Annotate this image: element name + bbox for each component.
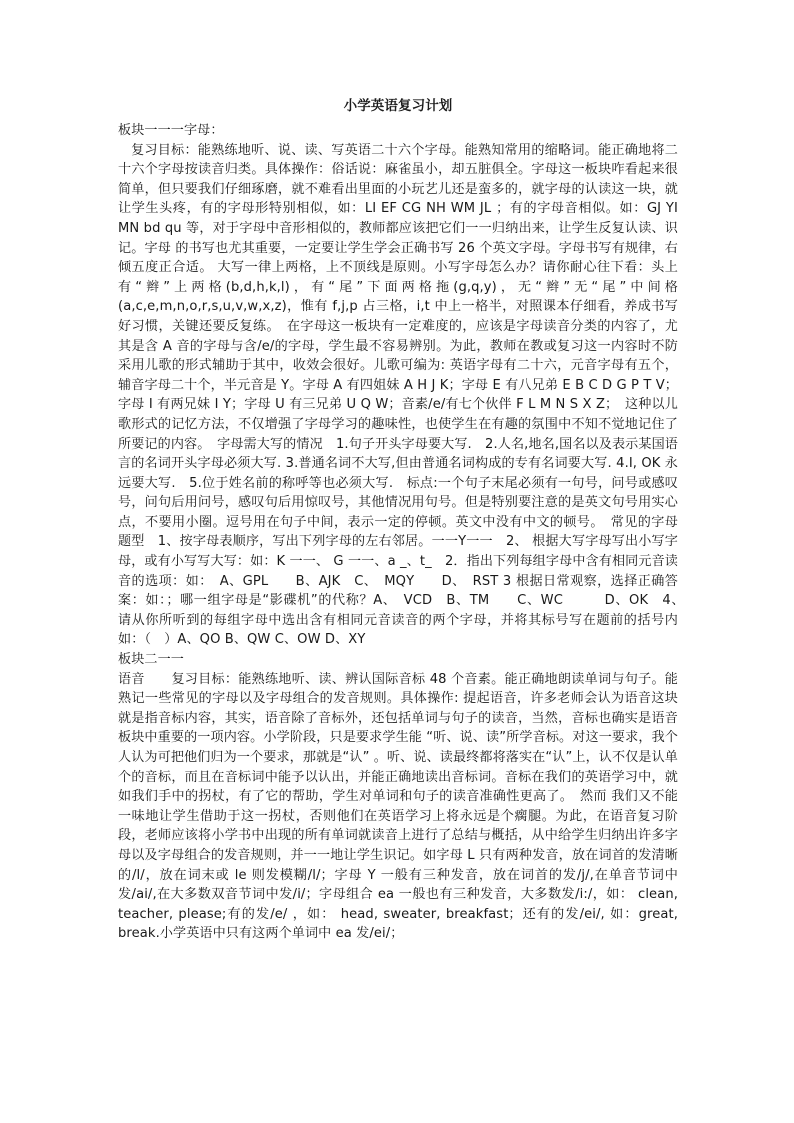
section-body-letters: 复习目标：能熟练地听、说、读、写英语二十六个字母。能熟知常用的缩略词。能正确地将二十六个字母按读音归类。具体操作：俗话说：麻雀虽小，却五脏俱全。字母这一板块咋看起来很简单，但只要我们仔细琢磨，就不难看出里面的小玩艺儿还是蛮多的，就字母的认读这一块，就让学生头疼，有的字母形特别相似，如：LI EF CG NH WM JL ；有的字母音相似。如：GJ YI MN bd qu 等，对于字母中音形相似的，教师都应该把它们一一归纳出来，让学生反复认读、识记。字母 的书写也尤其重要，一定要让学生学会正确书写 26 个英文字母。字母书写有规律，右倾五度正合适。 大写一律上两格，上不顶线是原则。小写字母怎么办？请你耐心往下看：头上有“辫”上两格(b,d,h,k,l)，有“尾”下面两格拖(g,q,y)，无“辫”无“尾”中间格(a,c,e,m,n,o,r,s,u,v,w,x,z)，惟有 f,j,p 占三格，i,t 中上一格半，对照课本仔细看，养成书写好习惯，关键还要反复练。 在字母这一板块有一定难度的，应该是字母读音分类的内容了，尤其是含 A 音的字母与含/e/的字母，学生最不容易辨别。为此，教师在教或复习这一内容时不防采用儿歌的形式辅助于其中，收效会很好。儿歌可编为: 英语字母有二十六，元音字母有五个，辅音字母二十个，半元音是 Y。字母 A 有四姐妹 A H J K；字母 E 有八兄弟 E B C D G P T V；字母 I 有两兄妹 I Y；字母 U 有三兄弟 U Q W；音素/e/有七个伙伴 F L M N S X Z； 这种以儿歌形式的记忆方法，不仅增强了字母学习的趣味性，也使学生在有趣的氛围中不知不觉地记住了所要记的内容。 字母需大写的情况 1.句子开头字母要大写. 2.人名,地名,国名以及表示某国语言的名词开头字母必须大写. 3.普通名词不大写,但由普通名词构成的专有名词要大写. 4.I, OK 永远要大写. 5.位于姓名前的称呼等也必须大写. 标点:一个句子末尾必须有一句号，问号或感叹号，问句后用问号，感叹句后用惊叹号，其他情况用句号。但是特别要注意的是英文句号用实心点，不要用小圈。逗号用在句子中间，表示一定的停顿。英文中没有中文的顿号。 常见的字母题型 1、按字母表顺序，写出下列字母的左右邻居。一一Y一一 2、 根据大写字母写出小写字母，或有小写写大写：如：K 一一、 G 一一、a _、t_ 2．指出下列每组字母中含有相同元音读音的选项：如： A、GPL B、AJK C、 MQY D、 RST 3 根据日常观察，选择正确答案：如：；哪一组字母是“影碟机”的代称？A、 VCD B、TM C、WC D、OK 4、 请从你所听到的每组字母中选出含有相同元音读音的两个字母，并将其标号写在题前的括号内如：（ ）A、QO B、QW C、OW D、XY — [118, 142, 692, 648]
section-heading-letters: 板块一一一字母： — [118, 123, 224, 138]
section-heading-phonetics: 板块二一一 — [118, 652, 184, 668]
page-title: 小学英语复习计划 — [343, 98, 453, 114]
document-page — [118, 96, 692, 944]
section-body-phonetics: 语音 复习目标：能熟练地听、读、辨认国际音标 48 个音素。能正确地朗读单词与句子。能熟记一些常见的字母以及字母组合的发音规则。具体操作: 提起语音，许多老师会认为语音这块就是指音标内容，其实，语音除了音标外，还包括单词与句子的读音，当然，音标也确实是语音板块中重要的一项内容。小学阶段，只是要求学生能 “听、说、读”所学音标。对这一要求，我个人认为可把他们归为一个要求，那就是“认” 。听、说、读最终都将落实在“认”上，认不仅是认单个的音标，而且在音标词中能予以认出，并能正确地读出音标词。音标在我们的英语学习中，就如我们手中的拐杖，有了它的帮助，学生对单词和句子的读音准确性更高了。 然而 我们又不能一味地让学生借助于这一拐杖，否则他们在英语学习上将永远是个瘸腿。为此，在语音复习阶段，老师应该将小学书中出现的所有单词就读音上进行了总结与概括，从中给学生归纳出许多字母以及字母组合的发音规则，并一一地让学生识记。如字母 L 只有两种发音，放在词首的发清晰的/l/，放在词末或 le 则发模糊/l/；字母 Y 一般有三种发音，放在词首的发/j/,在单音节词中发/ai/,在大多数双音节词中发/i/；字母组合 ea 一般也有三种发音，大多数发/i:/，如： clean, teacher, please;有的发/e/ ，如： head, sweater, breakfast；还有的发/ei/, 如：great, break.小学英语中只有这两个单词中 ea 发/ei/； — [118, 671, 678, 942]
